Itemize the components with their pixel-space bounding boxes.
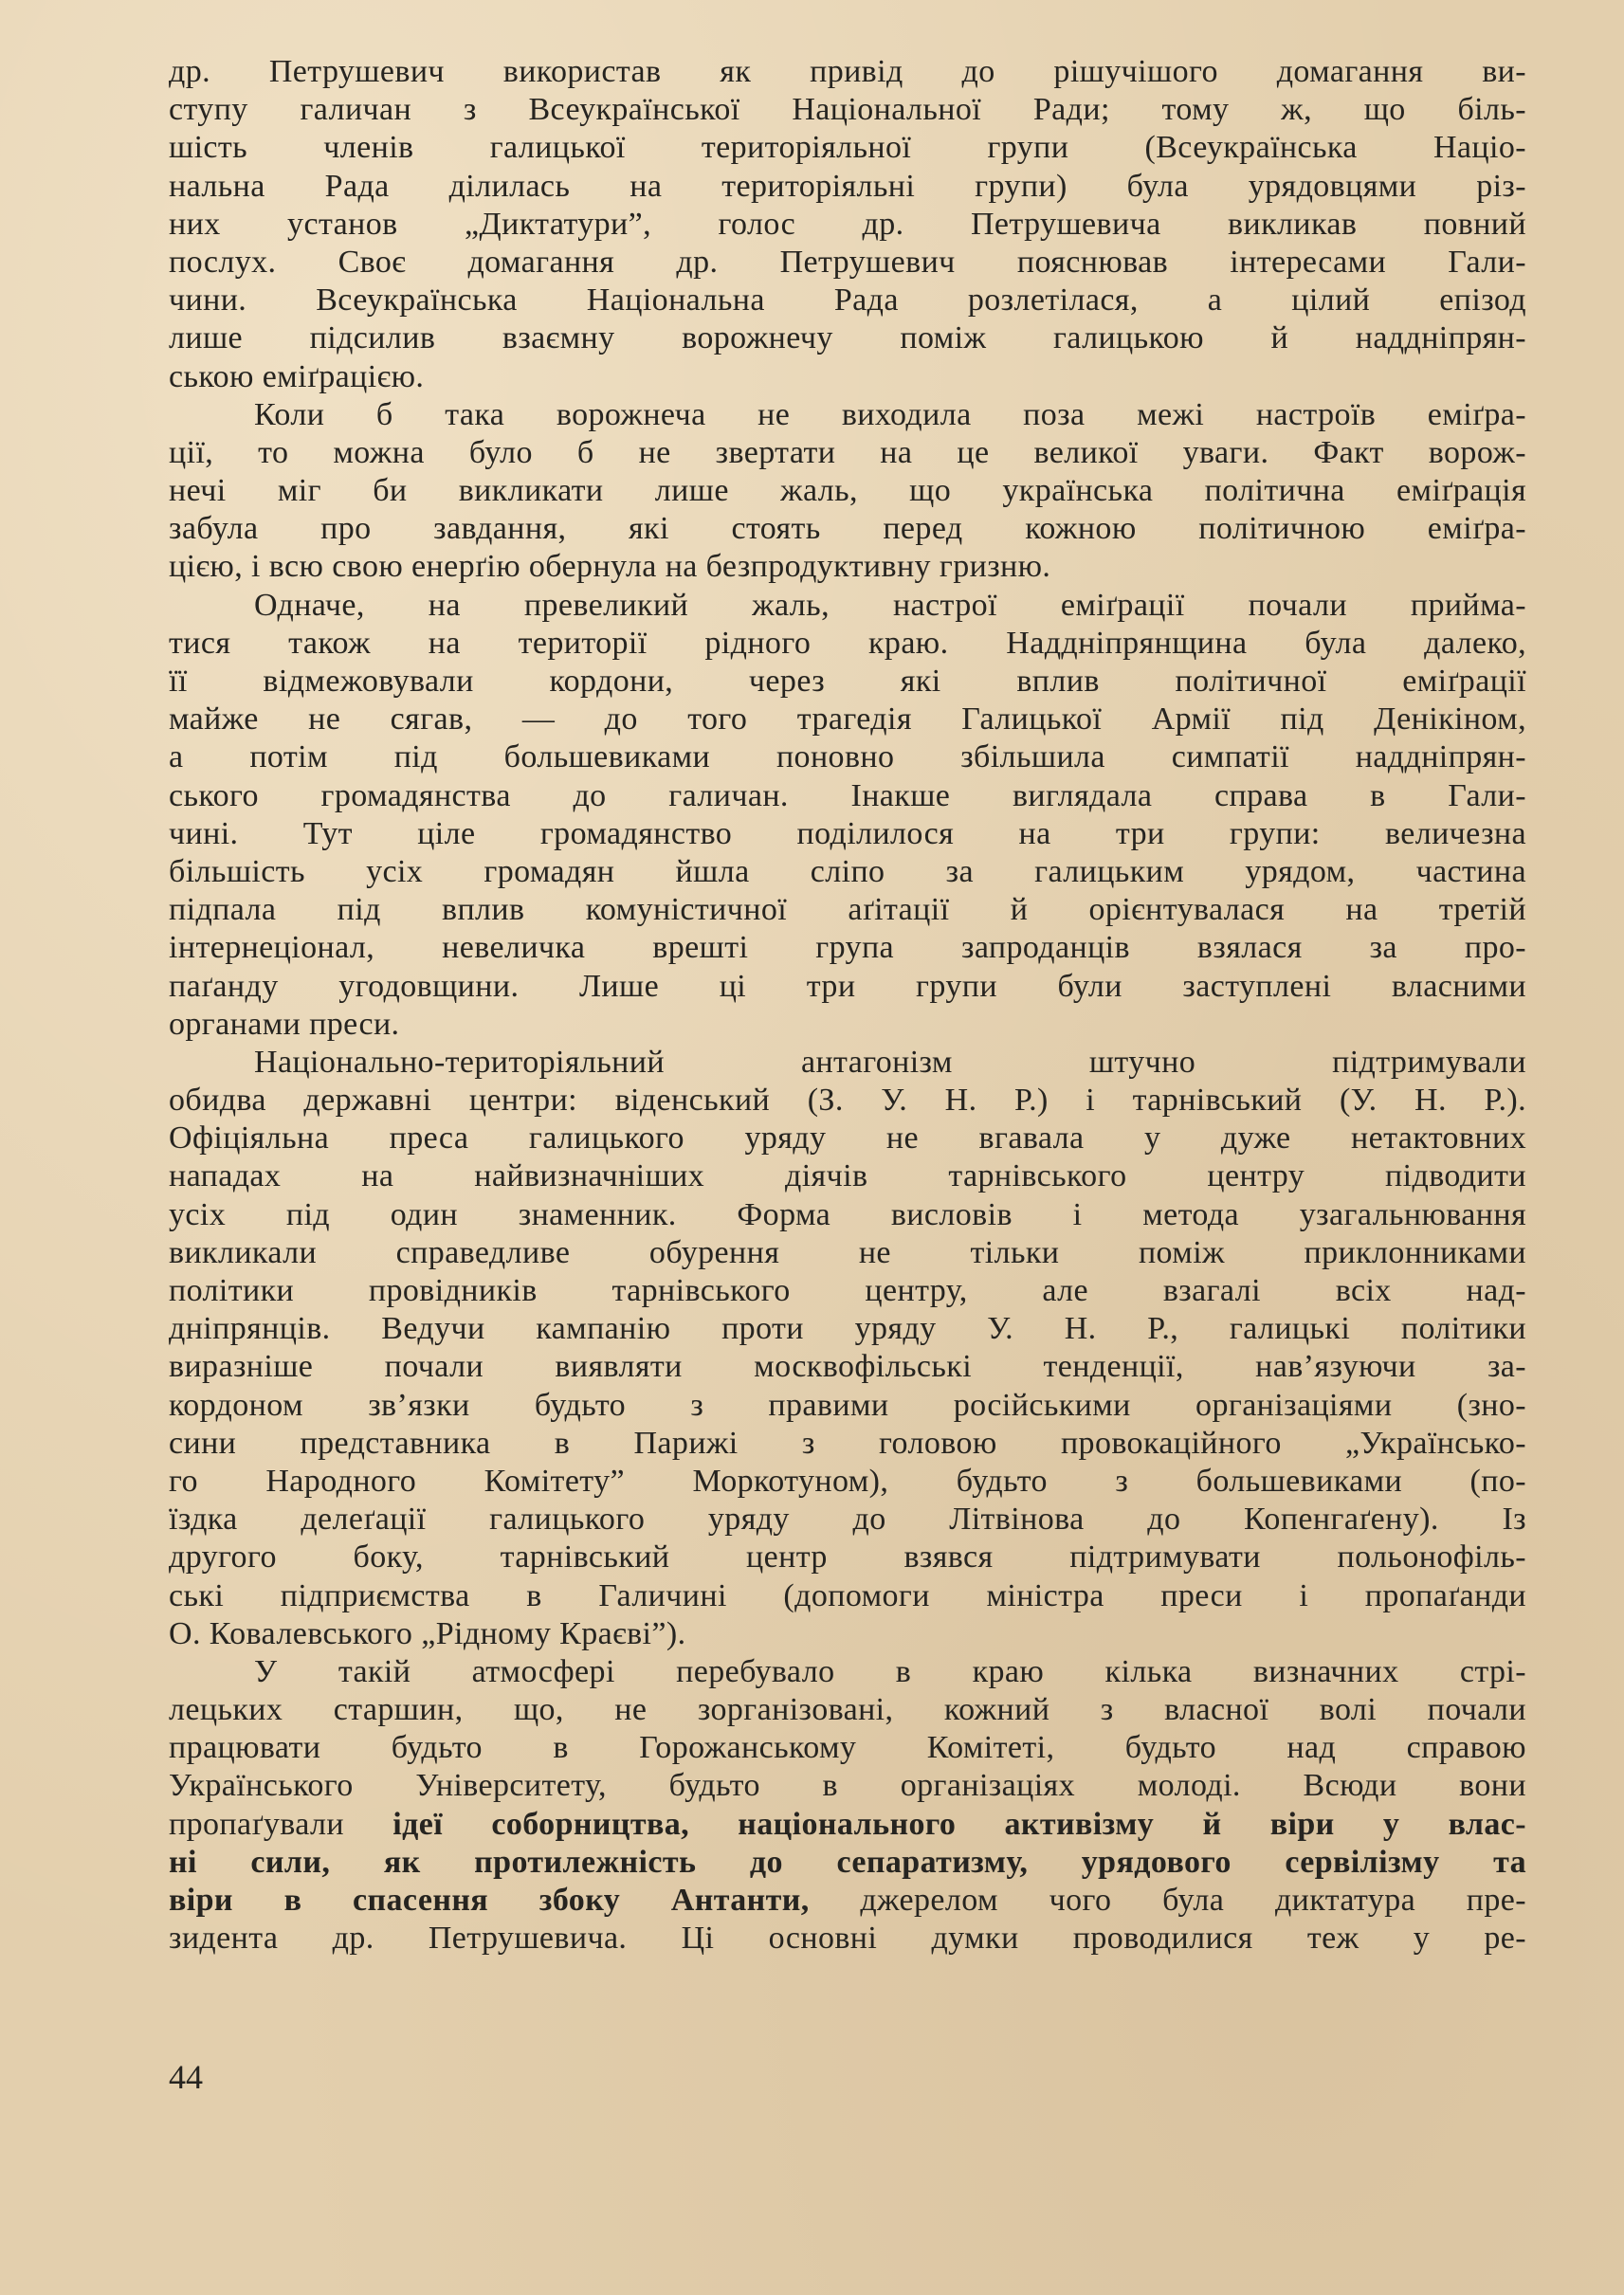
text-line: Коли б така ворожнеча не виходила поза межі настроїв еміґра- [254,396,1526,432]
text-line: послух. Своє домагання др. Петрушевич пояснював інтересами Гали- [169,244,1526,280]
text-line: другого боку, тарнівський центр взявся підтримувати польонофіль- [169,1539,1526,1576]
text-line: дніпрянців. Ведучи кампанію проти уряду У. Н. Р., галицькі політики [169,1311,1526,1347]
text-line: них установ „Диктатури”, голос др. Петрушевича викликав повний [169,206,1526,242]
text-line: лише підсилив взаємну ворожнечу поміж галицькою й наддніпрян- [169,320,1526,356]
text-span: джерелом чого була диктатура пре- [809,1883,1526,1918]
text-line: го Народного Комітету” Моркотуном), будьто з большевиками (по- [169,1463,1526,1499]
text-line: О. Ковалевського „Рідному Краєві”). [169,1615,686,1651]
text-line: працювати будьто в Горожанському Комітеті, будьто над справою [169,1730,1526,1766]
page-number: 44 [169,2058,203,2096]
text-line: викликали справедливе обурення не тільки поміж приклонниками [169,1234,1526,1270]
text-line: її відмежовували кордони, через які вплив політичної еміґрації [169,664,1526,699]
text-line: усіх під один знаменник. Форма висловів і метода узагальнювання [169,1196,1526,1232]
text-line: шість членів галицької територіяльної групи (Всеукраїнська Націо- [169,130,1526,166]
text-line: органами преси. [169,1006,400,1042]
text-line: тися також на території рідного краю. Наддніпрянщина була далеко, [169,625,1526,661]
paragraph-4 [169,1044,1526,1653]
paragraph-2 [169,396,1526,587]
paragraph-3 [169,587,1526,1044]
bold-text-line: ні сили, як протилежність до сепаратизму, урядового сервілізму та [169,1844,1526,1880]
text-column [169,53,1526,1958]
text-line: виразніше почали виявляти москвофільські тенденції, нав’язуючи за- [169,1349,1526,1385]
text-line: сини представника в Парижі з головою провокаційного „Українсько- [169,1425,1526,1461]
text-line: чині. Тут ціле громадянство поділилося на три групи: величезна [169,815,1526,851]
text-line: Одначе, на превеликий жаль, настрої еміґрації почали прийма- [254,587,1526,623]
text-line-mixed [169,1882,1526,1920]
text-line: нападах на найвизначніших діячів тарнівського центру підводити [169,1158,1526,1194]
text-line: ції, то можна було б не звертати на це великої уваги. Факт ворож- [169,434,1526,470]
text-line: чини. Всеукраїнська Національна Рада розлетілася, а цілий епізод [169,282,1526,319]
text-line: цією, і всю свою енерґію обернула на безпродуктивну гризню. [169,549,1051,585]
text-line: інтернеціонал, невеличка врешті група запроданців взялася за про- [169,930,1526,966]
text-line: політики провідників тарнівського центру, але взагалі всіх над- [169,1273,1526,1308]
text-line: ські підприємства в Галичині (допомоги міністра преси і пропаґанди [169,1577,1526,1613]
paragraph-5 [169,1653,1526,1958]
text-line: більшість усіх громадян йшла сліпо за галицьким урядом, частина [169,853,1526,889]
text-span: пропаґували [169,1806,393,1842]
text-line: Національно-територіяльний антагонізм штучно підтримували [254,1044,1526,1080]
bold-text-span: ідеї соборництва, національного активізму й віри у влас- [392,1806,1526,1842]
text-line: забула про завдання, які стоять перед кожною політичною еміґра- [169,511,1526,547]
text-line: нальна Рада ділилась на територіяльні групи) була урядовцями різ- [169,168,1526,204]
text-line: підпала під вплив комуністичної аґітації й орієнтувалася на третій [169,892,1526,928]
bold-text-span: віри в спасення збоку Антанти, [169,1883,810,1918]
paragraph-1 [169,53,1526,396]
text-line: майже не сягав, — до того трагедія Галицької Армії під Денікіном, [169,701,1526,738]
text-line: ською еміґрацією. [169,358,425,394]
text-line: їздка делеґації галицького уряду до Літвінова до Копенгаґену). Із [169,1502,1526,1538]
text-line: Офіціяльна преса галицького уряду не вгавала у дуже нетактовних [169,1120,1526,1157]
text-line: лецьких старшин, що, не зорганізовані, кожний з власної волі почали [169,1692,1526,1728]
text-line: обидва державні центри: віденський (З. У. Н. Р.) і тарнівський (У. Н. Р.). [169,1083,1526,1119]
text-line: кордоном зв’язки будьто з правими російськими організаціями (зно- [169,1387,1526,1423]
text-line: нечі міг би викликати лише жаль, що українська політична еміґрація [169,473,1526,509]
text-line: ступу галичан з Всеукраїнської Національної Ради; тому ж, що біль- [169,92,1526,128]
text-line: др. Петрушевич використав як привід до рішучішого домагання ви- [169,54,1526,89]
text-line: паґанду угодовщини. Лише ці три групи були заступлені власними [169,968,1526,1004]
text-line: У такій атмосфері перебувало в краю кілька визначних стрі- [254,1653,1526,1689]
text-line-mixed [169,1806,1526,1844]
text-line: ського громадянства до галичан. Інакше виглядала справа в Гали- [169,777,1526,813]
text-line: а потім під большевиками поновно збільшила симпатії наддніпрян- [169,739,1526,775]
text-line: Українського Університету, будьто в організаціях молоді. Всюди вони [169,1768,1526,1804]
text-line: зидента др. Петрушевича. Ці основні думки проводилися теж у ре- [169,1921,1526,1957]
